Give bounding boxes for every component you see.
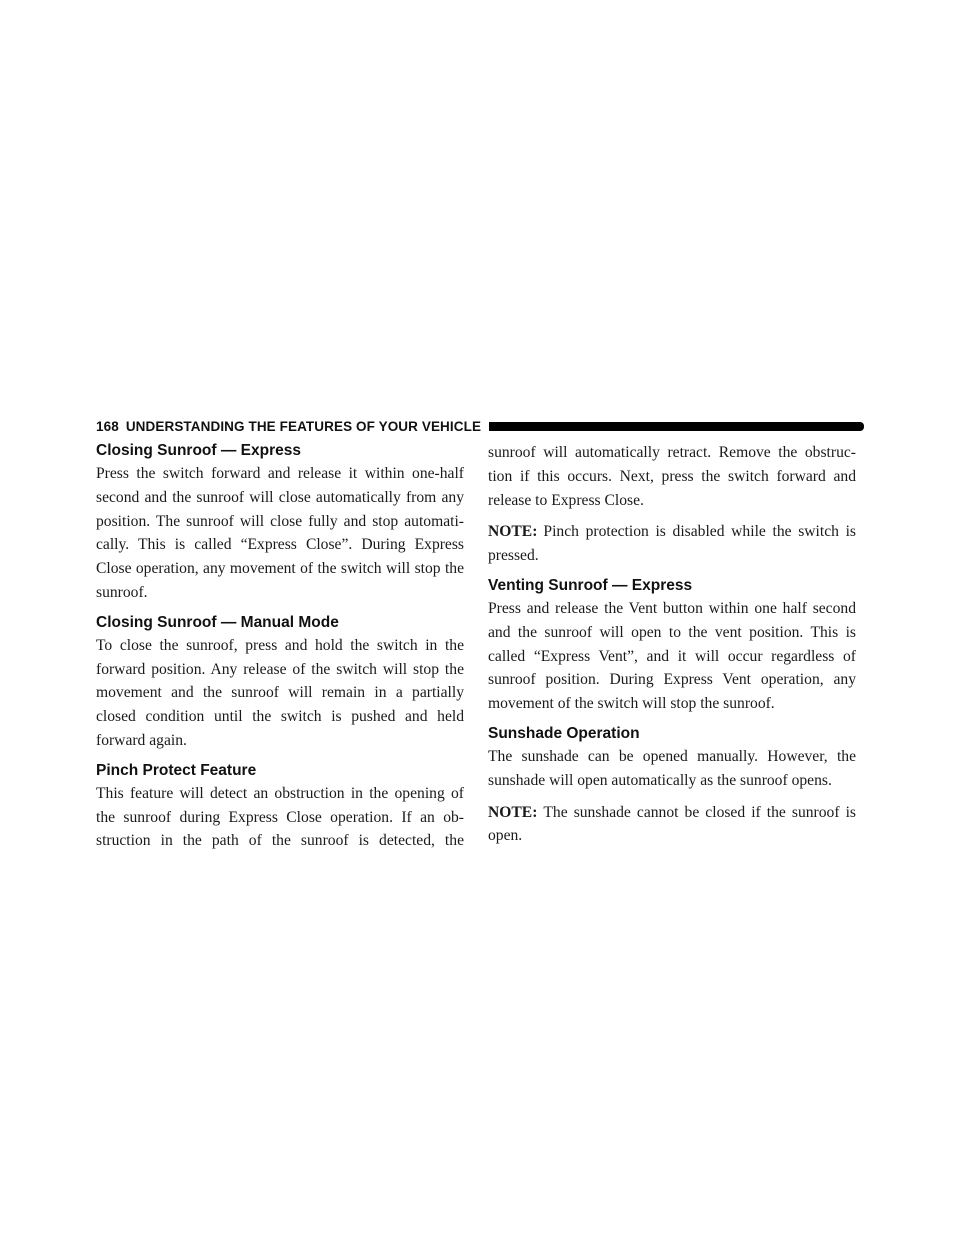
chapter-title: UNDERSTANDING THE FEATURES OF YOUR VEHICLE xyxy=(125,418,482,434)
section-heading-venting-express: Venting Sunroof — Express xyxy=(488,576,693,594)
section-heading-sunshade: Sunshade Operation xyxy=(488,724,640,742)
page-header xyxy=(96,415,864,437)
section-body-venting-express: Press and release the Vent button within one half second and the sunroof will open to the vent position. This is called “Express Vent”, and it will occur regardless of sunroof position. During Express Vent operation, any movement of the switch will stop the sunroof. xyxy=(488,599,856,713)
note-label: NOTE: xyxy=(488,523,538,541)
section-body-closing-express: Press the switch forward and release it within one-half second and the sunroof will close automatically from any position. The sunroof will close fully and stop automati-cally. This is called “Express Close”. During Express Close operation, any movement of the switch will stop the sunroof. xyxy=(96,465,464,601)
header-rule xyxy=(489,422,864,431)
section-body-closing-manual: To close the sunroof, press and hold the switch in the forward position. Any release of the switch will stop the movement and the sunroof will remain in a partially closed condition until the switch is pushed and held forward again. xyxy=(96,636,464,749)
right-column xyxy=(488,440,856,856)
note-text: The sunshade cannot be closed if the sunroof is open. xyxy=(488,803,856,845)
section-body-pinch-protect: This feature will detect an obstruction in the opening of the sunroof during Express Close operation. If an ob-struction in the path of the sunroof is detected, the xyxy=(96,784,464,850)
pinch-protect-continued: sunroof will automatically retract. Remove the obstruc-tion if this occurs. Next, press the switch forward and release to Express Close. xyxy=(488,444,856,509)
note-sunshade xyxy=(488,801,856,849)
section-body-sunshade: The sunshade can be opened manually. However, the sunshade will open automatically as the sunroof opens. xyxy=(488,747,856,789)
left-column xyxy=(96,440,464,861)
section-heading-pinch-protect: Pinch Protect Feature xyxy=(96,761,257,779)
note-label: NOTE: xyxy=(488,803,538,821)
note-text: Pinch protection is disabled while the switch is pressed. xyxy=(488,523,856,565)
page-number: 168 xyxy=(96,418,119,434)
note-pinch-protection xyxy=(488,520,856,568)
section-heading-closing-express: Closing Sunroof — Express xyxy=(96,442,301,459)
section-heading-closing-manual: Closing Sunroof — Manual Mode xyxy=(96,613,339,631)
